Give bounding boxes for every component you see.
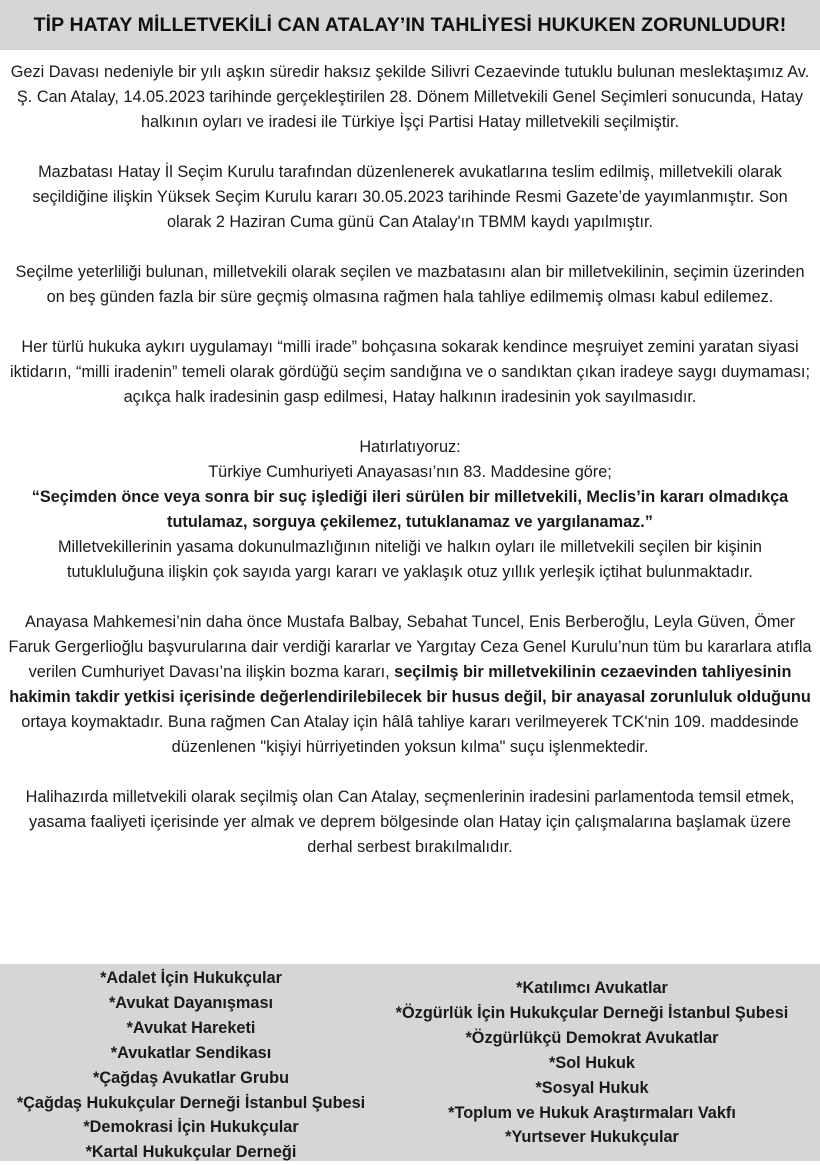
title-banner xyxy=(0,0,820,50)
paragraph-6-emphasis: seçilmiş bir milletvekilinin cezaevinden tahliyesinin hakimin takdir yetkisi içerisinde değerlendirilebilecek bir husus değil, bir anayasal zorunluluk olduğunu xyxy=(9,663,811,706)
constitution-reference: Türkiye Cumhuriyeti Anayasası’nın 83. Maddesine göre; xyxy=(208,463,612,481)
signatory: *Toplum ve Hukuk Araştırmaları Vakfı xyxy=(448,1103,736,1122)
paragraph-6 xyxy=(8,610,812,760)
paragraph-5: Milletvekillerinin yasama dokunulmazlığının niteliği ve halkın oyları ile milletvekili seçilen bir kişinin tutukluluğuna ilişkin çok sayıda yargı kararı ve yaklaşık otuz yıllık yerleşik içtihat bulunmaktadır. xyxy=(57,538,762,581)
signatory: *Avukat Dayanışması xyxy=(108,993,274,1012)
signatory: *Sosyal Hukuk xyxy=(535,1078,649,1097)
signatories-band xyxy=(0,964,820,1161)
paragraph-6-end: ortaya koymaktadır. Buna rağmen Can Atalay için hâlâ tahliye kararı verilmeyerek TCK'nin 109. maddesinde düzenlenen "kişiyi hürriyetinden yoksun kılma" suçu işlenmektedir. xyxy=(21,713,799,756)
signatory: *Katılımcı Avukatlar xyxy=(516,979,668,997)
paragraph-3: Seçilme yeterliliği bulunan, milletvekili olarak seçilen ve mazbatasını alan bir milletvekilinin, seçimin üzerinden on beş günden fazla bir süre geçmiş olmasına rağmen hala tahliye edilmemiş olması kabul edilemez. xyxy=(15,263,805,306)
page-title: TİP HATAY MİLLETVEKİLİ CAN ATALAY’IN TAHLİYESİ HUKUKEN ZORUNLUDUR! xyxy=(33,13,787,36)
constitution-quote: “Seçimden önce veya sonra bir suç işlediği ileri sürülen bir milletvekili, Meclis’in kararı olmadıkça tutulamaz, sorguya çekilemez, tutuklanamaz ve yargılanamaz.” xyxy=(31,488,789,531)
signatory: *Özgürlük İçin Hukukçular Derneği İstanbul Şubesi xyxy=(395,1003,789,1022)
paragraph-7: Halihazırda milletvekili olarak seçilmiş olan Can Atalay, seçmenlerinin iradesini parlamentoda temsil etmek, yasama faaliyeti içerisinde yer almak ve deprem bölgesinde olan Hatay için çalışmalarına başlamak üzere derhal serbest bırakılmalıdır. xyxy=(25,788,795,856)
signatory: *Çağdaş Avukatlar Grubu xyxy=(92,1068,290,1087)
signatory: *Çağdaş Hukukçular Derneği İstanbul Şubesi xyxy=(16,1093,366,1112)
paragraph-4: Her türlü hukuka aykırı uygulamayı “milli irade” bohçasına sokarak kendince meşruiyet zemini yaratan siyasi iktidarın, “milli iradenin” temeli olarak gördüğü seçim sandığına ve o sandıktan çıkan iradeye saygı duymaması; açıkça halk iradesinin gasp edilmesi, Hatay halkının iradesinin yok sayılmasıdır. xyxy=(10,338,810,406)
signatory: *Adalet İçin Hukukçular xyxy=(100,969,282,987)
paragraph-2: Mazbatası Hatay İl Seçim Kurulu tarafından düzenlenerek avukatlarına teslim edilmiş, milletvekili olarak seçildiğine ilişkin Yüksek Seçim Kurulu kararı 30.05.2023 tarihinde Resmi Gazete’de yayımlanmıştır. Son olarak 2 Haziran Cuma günü Can Atalay'ın TBMM kaydı yapılmıştır. xyxy=(32,163,788,231)
signatory: *Kartal Hukukçular Derneği xyxy=(85,1143,297,1162)
signatory: *Avukatlar Sendikası xyxy=(110,1043,272,1062)
signatory: *Demokrasi İçin Hukukçular xyxy=(83,1118,299,1137)
reminder-heading: Hatırlatıyoruz: xyxy=(359,438,461,456)
paragraph-6-start: Anayasa Mahkemesi’nin daha önce Mustafa Balbay, Sebahat Tuncel, Enis Berberoğlu, Leyla Güven, Ömer Faruk Gergerlioğlu başvurularına dair verdiği kararlar ve Yargıtay Ceza Genel Kurulu’nun tüm bu kararlara atıfla verilen Cumhuriyet Davası’na ilişkin bozma kararı, xyxy=(8,613,812,681)
paragraph-1: Gezi Davası nedeniyle bir yılı aşkın süredir haksız şekilde Silivri Cezaevinde tutuklu bulunan meslektaşımız Av. Ş. Can Atalay, 14.05.2023 tarihinde gerçekleştirilen 28. Dönem Milletvekili Genel Seçimleri sonucunda, Hatay halkının oyları ve iradesi ile Türkiye İşçi Partisi Hatay milletvekili seçilmiştir. xyxy=(10,63,810,131)
signatory: *Yurtsever Hukukçular xyxy=(505,1128,679,1147)
signatory: *Avukat Hareketi xyxy=(126,1018,256,1037)
signatory: *Özgürlükçü Demokrat Avukatlar xyxy=(465,1028,719,1047)
signatories-left-column xyxy=(0,964,382,1165)
signatory: *Sol Hukuk xyxy=(549,1053,635,1072)
signatories-right-column xyxy=(364,976,820,1150)
statement-body xyxy=(8,60,812,885)
